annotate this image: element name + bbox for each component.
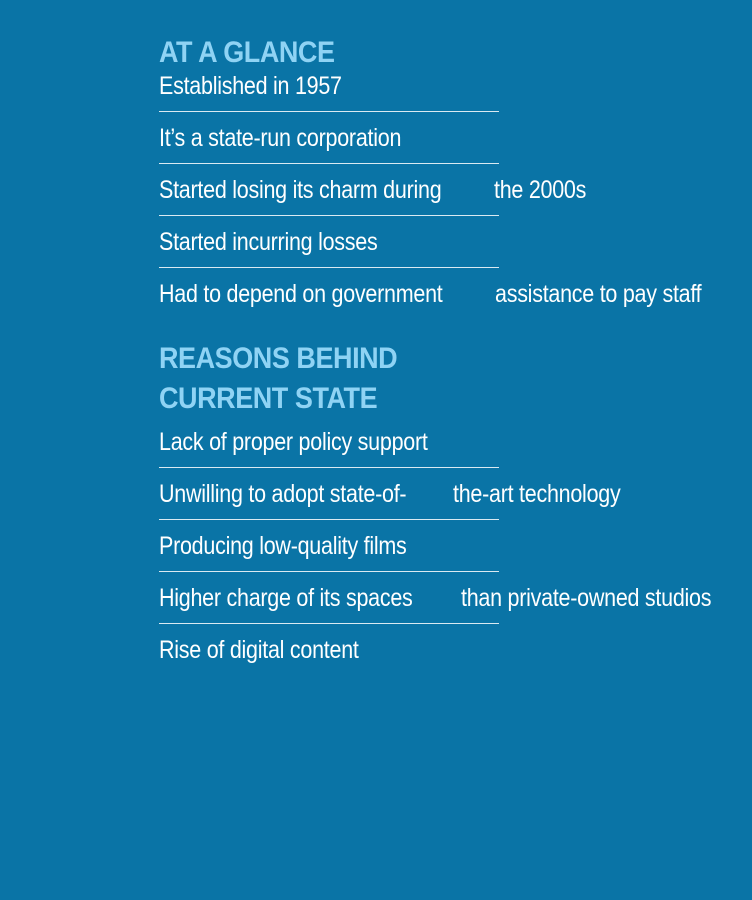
reasons-item-technology (159, 479, 621, 520)
reasons-item-text-line1: Higher charge of its spaces (159, 584, 413, 612)
glance-item-established (159, 71, 499, 112)
glance-item-state-run (159, 123, 499, 164)
reasons-heading-line2: CURRENT STATE (159, 382, 378, 415)
glance-item-losing-charm (159, 175, 587, 216)
glance-item-text: Established in 1957 (159, 72, 342, 100)
reasons-item-text-line2: than private-owned studios (460, 584, 711, 612)
reasons-item-text: Lack of proper policy support (159, 428, 428, 456)
glance-item-text: It’s a state-run corporation (159, 124, 402, 152)
glance-item-text: Started incurring losses (159, 228, 378, 256)
reasons-item-digital-content (159, 635, 499, 675)
reasons-list (159, 427, 711, 675)
at-a-glance-heading: AT A GLANCE (159, 36, 335, 69)
glance-item-government-assistance (159, 279, 702, 319)
glance-item-text-line1: Had to depend on government (159, 280, 443, 308)
reasons-item-low-quality (159, 531, 499, 572)
info-panel (159, 30, 711, 686)
reasons-item-text-line2: the-art technology (453, 480, 621, 508)
reasons-item-text: Producing low-quality films (159, 532, 407, 560)
glance-item-text-line1: Started losing its charm during (159, 176, 442, 204)
glance-item-text-line2: the 2000s (494, 176, 587, 204)
reasons-item-policy (159, 427, 499, 468)
glance-list (159, 71, 702, 319)
reasons-heading-line1: REASONS BEHIND (159, 342, 398, 375)
reasons-item-text: Rise of digital content (159, 636, 359, 664)
reasons-item-higher-charge (159, 583, 711, 624)
glance-item-losses (159, 227, 499, 268)
reasons-heading (159, 339, 465, 419)
reasons-item-text-line1: Unwilling to adopt state-of- (159, 480, 407, 508)
glance-item-text-line2: assistance to pay staff (495, 280, 702, 308)
